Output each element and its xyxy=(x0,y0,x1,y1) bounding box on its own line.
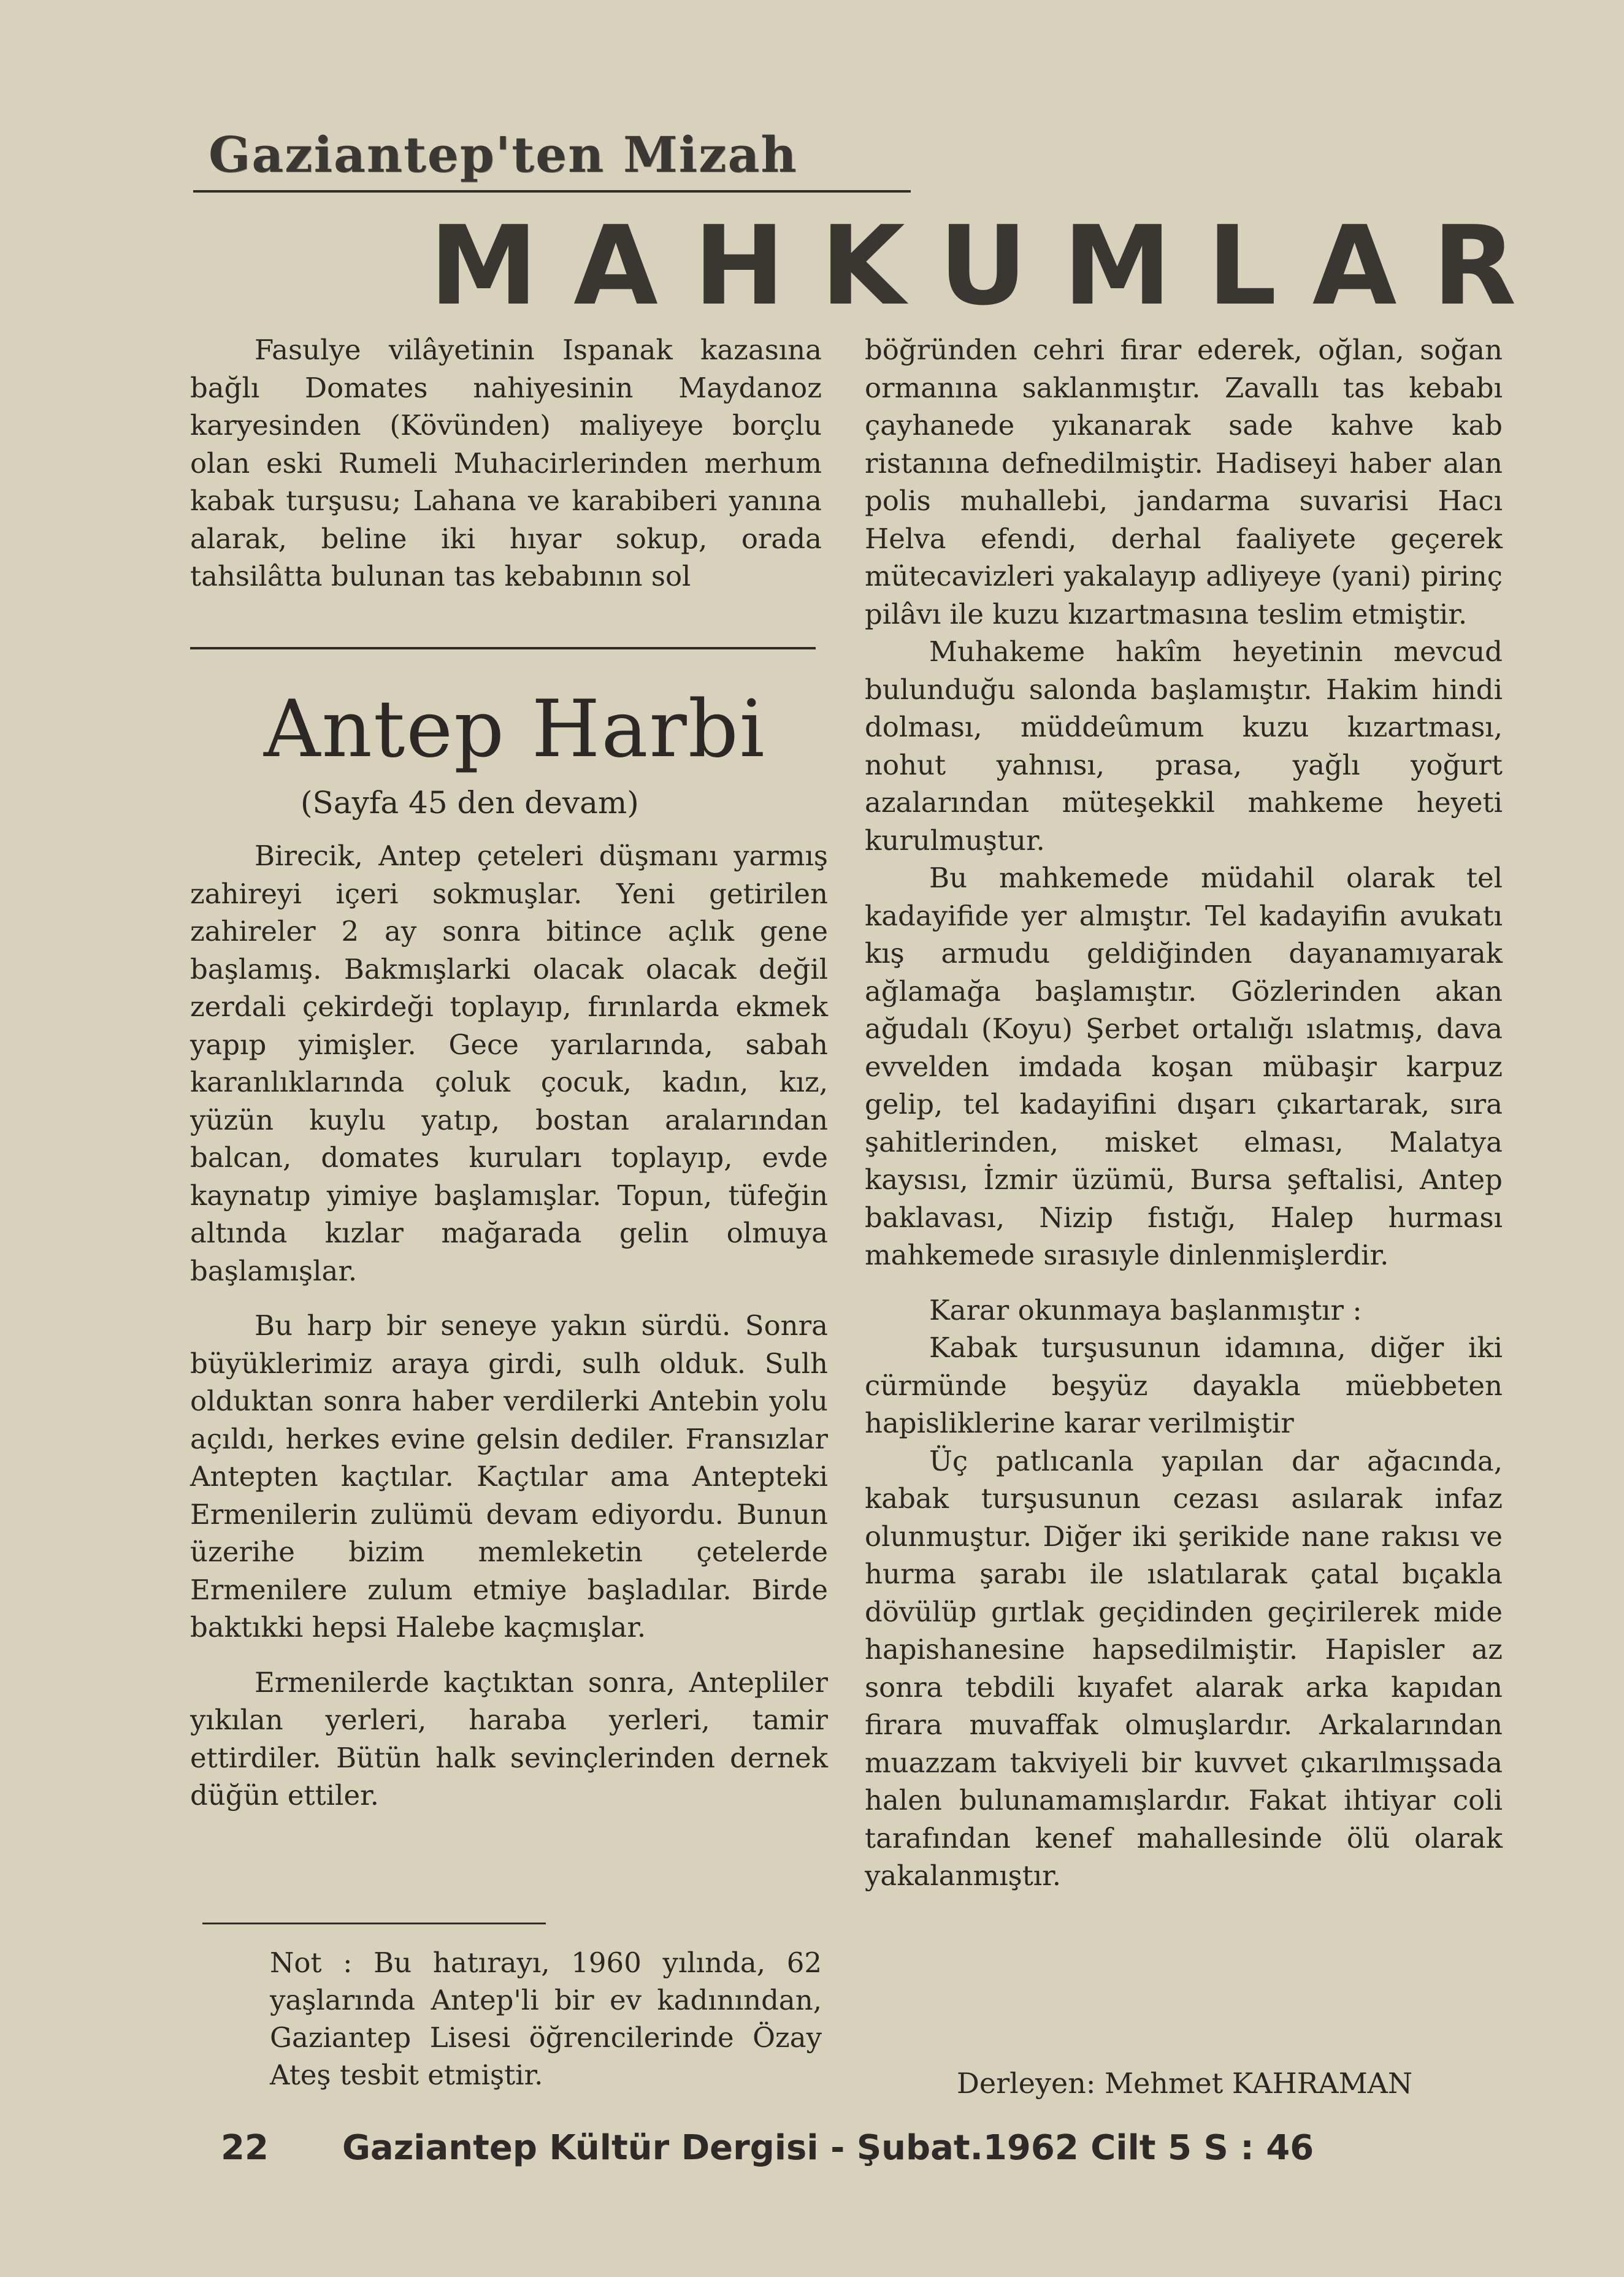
mahkumlar-paragraph: Üç patlıcanla yapılan dar ağacında, kabak turşusunun cezası asılarak infaz olunmuştur. Diğer iki şerikide nane rakısı ve hurma şarabı ile ıslatılarak çatal bıçakla dövülüp gırtlak geçidinden geçirilerek mide hapishanesine hapsedilmiştir. Hapisler az sonra tebdili kıyafet alarak arka kapıdan firara muvaffak olmuşlardır. Arkalarından muazzam takviyeli bir kuvvet çıkarılmışsada halen bulunamamışlardır. Fakat ihtiyar coli tarafından kenef mahallesinde ölü olarak yakalanmıştır. xyxy=(865,1444,1503,1892)
antep-harbi-paragraph: Birecik, Antep çeteleri düşmanı yarmış zahireyi içeri sokmuşlar. Yeni getirilen zahireler 2 ay sonra bitince açlık gene başlamış. Bakmışlarki olacak olacak değil zerdali çekirdeği toplayıp, fırınlarda ekmek yapıp yimişler. Gece yarılarında, sabah karanlıklarında çoluk çocuk, kadın, kız, yüzün kuylu yatıp, bostan aralarından balcan, domates kuruları toplayıp, evde kaynatıp yimiye başlamışlar. Topun, tüfeğin altında kızlar mağarada gelin olmuya başlamışlar. xyxy=(190,840,828,1287)
article-title: MAHKUMLAR xyxy=(429,202,1552,329)
compiler-credit: Derleyen: Mehmet KAHRAMAN xyxy=(957,2067,1413,2100)
mahkumlar-paragraph: Karar okunmaya başlanmıştır : xyxy=(929,1293,1362,1326)
mahkumlar-paragraph: Kabak turşusunun idamına, diğer iki cürmünde beşyüz dayakla müebbeten hapisliklerine karar verilmiştir xyxy=(865,1331,1503,1439)
antep-harbi-paragraph: Ermenilerde kaçtıktan sonra, Antepliler yıkılan yerleri, haraba yerleri, tamir ettirdiler. Bütün halk sevinçlerinden dernek düğün ettiler. xyxy=(190,1666,828,1812)
mahkumlar-column-2 xyxy=(865,331,1503,1895)
section-divider xyxy=(190,647,816,649)
mahkumlar-paragraph: Muhakeme hakîm heyetinin mevcud bulunduğu salonda başlamıştır. Hakim hindi dolması, müddeûmum kuzu kızartması, nohut yahnısı, prasa, yağlı yoğurt azalarından müteşekkil mahkeme heyeti kurulmuştur. xyxy=(865,635,1503,857)
source-note-text: Not : Bu hatırayı, 1960 yılında, 62 yaşlarında Antep'li bir ev kadınından, Gaziantep Lisesi öğrencilerinde Özay Ateş tesbit etmiştir. xyxy=(270,1946,822,2091)
section-kicker: Gaziantep'ten Mizah xyxy=(209,126,798,183)
antep-harbi-column xyxy=(190,837,828,1815)
publication-info: Gaziantep Kültür Dergisi - Şubat.1962 Cilt 5 S : 46 xyxy=(342,2128,1314,2168)
antep-harbi-paragraph: Bu harp bir seneye yakın sürdü. Sonra büyüklerimiz araya girdi, sulh olduk. Sulh olduktan sonra haber verdilerki Antebin yolu açıldı, herkes evine gelsin dediler. Fransızlar Antepten kaçtılar. Kaçtılar ama Antepteki Ermenilerin zulümü devam ediyordu. Bunun üzerihe bizim memleketin çetelerde Ermenilere zulum etmiye başladılar. Birde baktıkki hepsi Halebe kaçmışlar. xyxy=(190,1309,828,1644)
mahkumlar-paragraph: böğründen cehri firar ederek, oğlan, soğan ormanına saklanmıştır. Zavallı tas kebabı çayhanede yıkanarak sade kahve kab ristanına defnedilmiştir. Hadiseyi haber alan polis muhallebi, jandarma suvarisi Hacı Helva efendi, derhal faaliyete geçerek mütecavizleri yakalayıp adliyeye (yani) pirinç pilâvı ile kuzu kızartmasına teslim etmiştir. xyxy=(865,334,1503,630)
antep-harbi-title: Antep Harbi xyxy=(264,684,766,775)
page-number: 22 xyxy=(221,2128,269,2168)
mahkumlar-paragraph: Fasulye vilâyetinin Ispanak kazasına bağlı Domates nahiyesinin Maydanoz karyesinden (Kövünden) maliyeye borçlu olan eski Rumeli Muhacirlerinden merhum kabak turşusu; Lahana ve karabiberi yanına alarak, beline iki hıyar sokup, orada tahsilâtta bulunan tas kebabının sol xyxy=(190,334,822,592)
mahkumlar-paragraph: Bu mahkemede müdahil olarak tel kadayifide yer almıştır. Tel kadayifin avukatı kış armudu geldiğinden dayanamıyarak ağlamağa başlamıştır. Gözlerinden akan ağudalı (Koyu) Şerbet ortalığı ıslatmış, dava evvelden imdada koşan mübaşir karpuz gelip, tel kadayifini dışarı çıkartarak, sıra şahitlerinden, misket elması, Malatya kaysısı, İzmir üzümü, Bursa şeftalisi, Antep baklavası, Nizip fıstığı, Halep hurması mahkemede sırasıyle dinlenmişlerdir. xyxy=(865,862,1503,1271)
note-divider xyxy=(202,1923,546,1924)
page-footer xyxy=(221,2128,1484,2168)
source-note xyxy=(270,1944,822,2094)
mahkumlar-column-1 xyxy=(190,331,822,595)
continued-from-note: (Sayfa 45 den devam) xyxy=(301,785,639,821)
kicker-underline xyxy=(193,190,911,193)
